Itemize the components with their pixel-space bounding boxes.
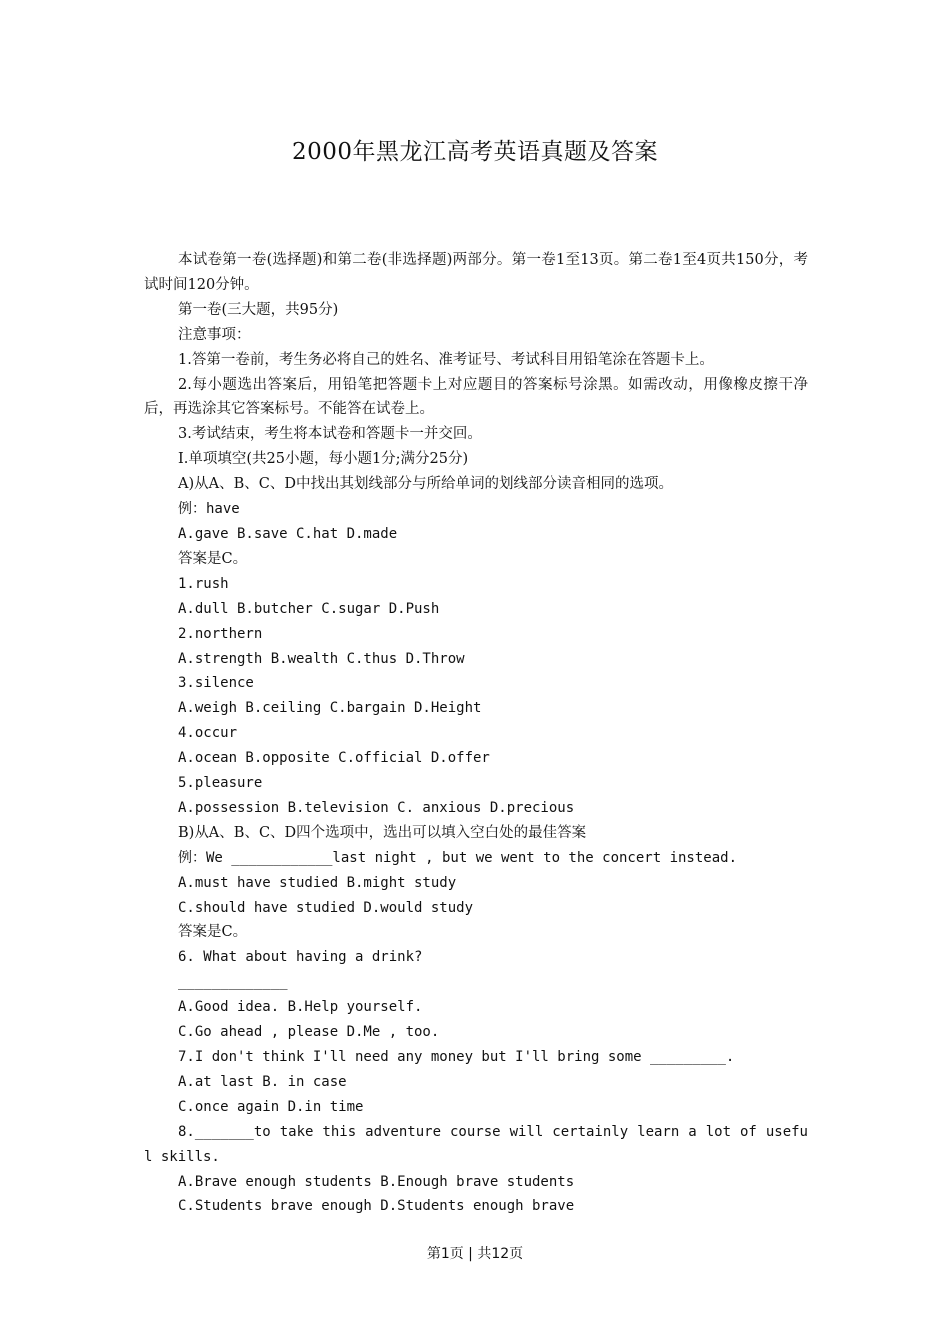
notice-heading: 注意事项： (178, 326, 251, 343)
part-instruction: B)从A、B、C、D四个选项中，选出可以填入空白处的最佳答案 (178, 824, 587, 841)
intro-paragraph: 本试卷第一卷(选择题)和第二卷(非选择题)两部分。第一卷1至13页。第二卷1至4页共150分，考试时间120分钟。 (144, 252, 808, 293)
question-options: A.weigh B.ceiling C.bargain D.Height (178, 700, 482, 717)
question-options: A.ocean B.opposite C.official D.offer (178, 750, 490, 767)
question-stem: 5.pleasure (178, 775, 263, 792)
example-word: 例：have (178, 501, 240, 518)
question-options: C.Go ahead , please D.Me , too. (178, 1024, 440, 1041)
notice-item: 2.每小题选出答案后，用铅笔把答题卡上对应题目的答案标号涂黑。如需改动，用像橡皮擦干净后，再选涂其它答案标号。不能答在试卷上。 (144, 376, 808, 418)
page-title: 2000年黑龙江高考英语真题及答案 (291, 139, 659, 165)
question-stem: 8._______to take this adventure course will certainly learn a lot of useful skills. (144, 1123, 808, 1165)
page-footer: 第1页 | 共12页 (426, 1246, 524, 1262)
example-options: A.gave B.save C.hat D.made (178, 525, 398, 542)
question-options: A.possession B.television C. anxious D.precious (178, 799, 575, 816)
example-answer: 答案是C。 (178, 550, 248, 567)
question-stem: 6. What about having a drink? (178, 949, 423, 966)
example-answer: 答案是C。 (178, 924, 248, 941)
question-options: A.Good idea. B.Help yourself. (178, 999, 423, 1016)
question-options: A.dull B.butcher C.sugar D.Push (178, 600, 440, 617)
question-stem: 3.silence (178, 675, 254, 692)
question-stem: 7.I don't think I'll need any money but I'll bring some _________. (178, 1049, 735, 1065)
question-options: C.once again D.in time (178, 1098, 364, 1115)
part-heading: I.单项填空(共25小题，每小题1分;满分25分) (178, 451, 469, 468)
example-options: A.must have studied B.might study (178, 874, 457, 891)
document-body (144, 248, 808, 1219)
example-stem: 例：We ____________last night , but we went to the concert instead. (178, 849, 738, 866)
question-stem: 4.occur (178, 725, 238, 742)
question-stem: 2.northern (178, 625, 263, 642)
section-heading: 第一卷(三大题，共95分) (178, 301, 339, 318)
part-instruction: A)从A、B、C、D中找出其划线部分与所给单词的划线部分读音相同的选项。 (178, 476, 673, 493)
question-options: A.at last B. in case (178, 1073, 347, 1090)
answer-blank: _____________ (178, 974, 288, 991)
question-options: A.strength B.wealth C.thus D.Throw (178, 650, 465, 667)
notice-item: 1.答第一卷前，考生务必将自己的姓名、准考证号、考试科目用铅笔涂在答题卡上。 (178, 351, 714, 368)
question-options: A.Brave enough students B.Enough brave students (178, 1173, 575, 1190)
question-stem: 1.rush (178, 575, 229, 592)
question-options: C.Students brave enough D.Students enough brave (178, 1198, 575, 1215)
notice-item: 3.考试结束，考生将本试卷和答题卡一并交回。 (178, 426, 482, 443)
example-options: C.should have studied D.would study (178, 899, 474, 916)
